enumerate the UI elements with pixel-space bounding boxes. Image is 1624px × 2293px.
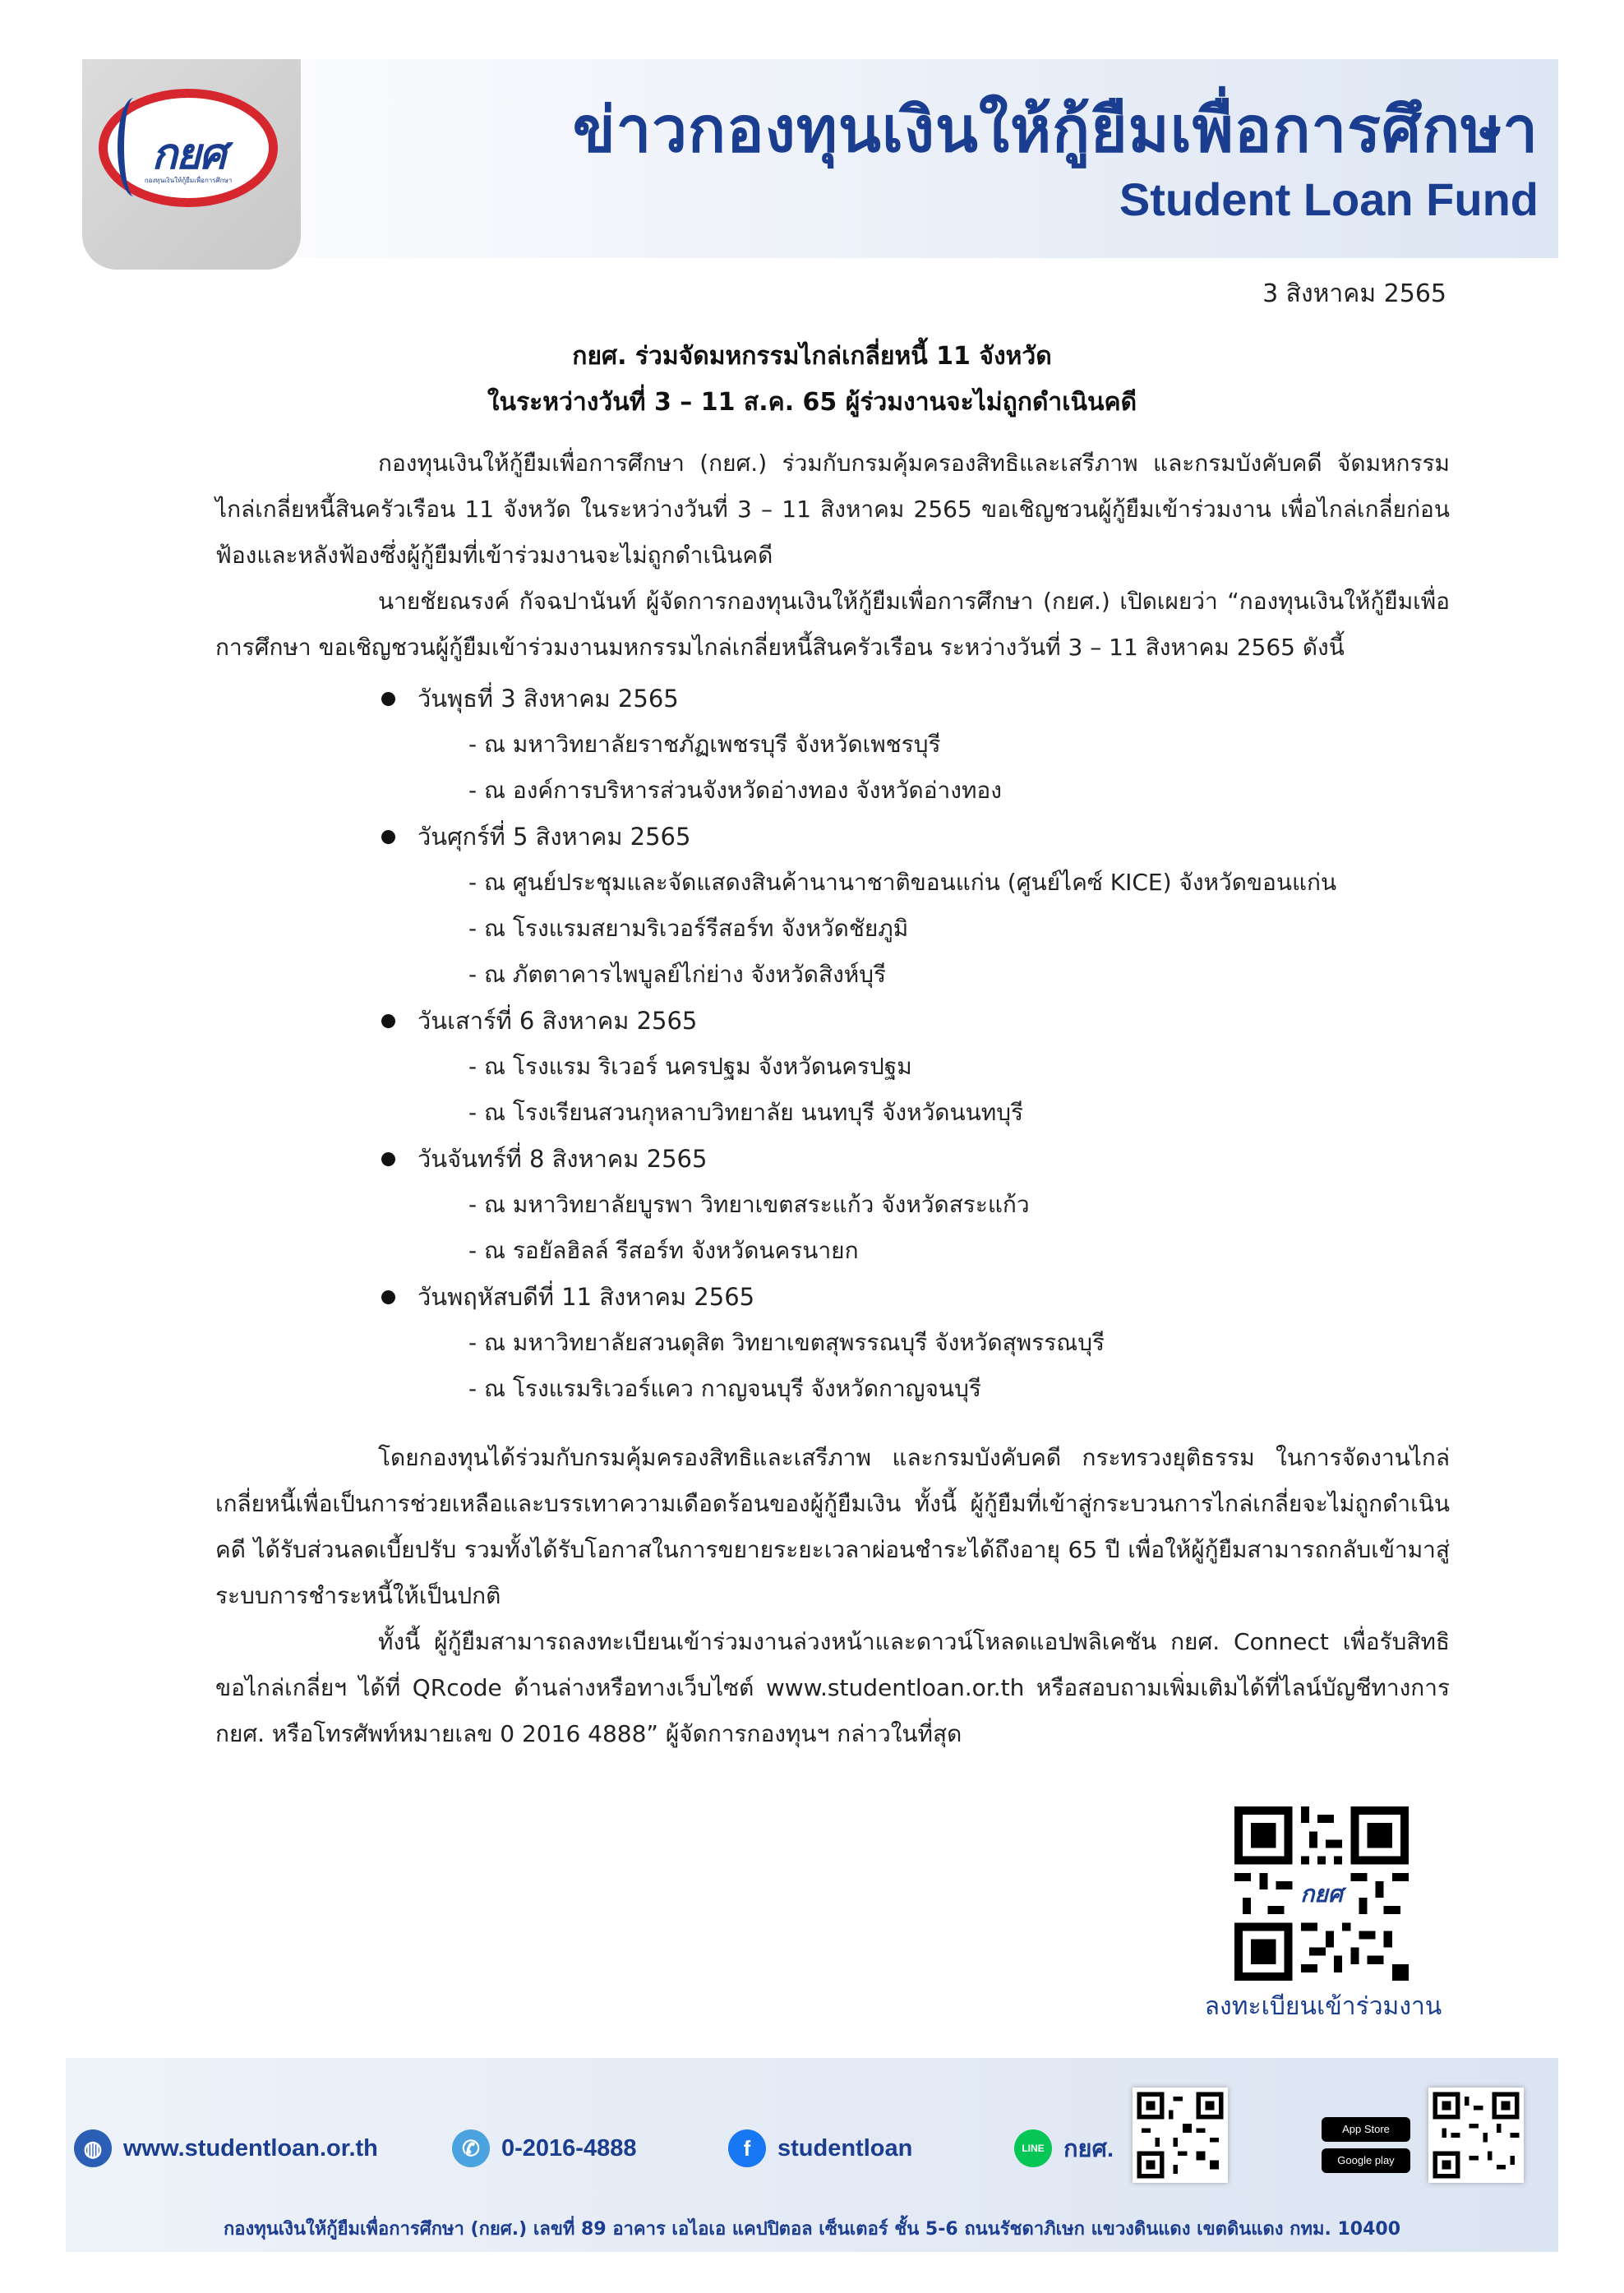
header-title-thai: ข่าวกองทุนเงินให้กู้ยืมเพื่อการศึกษา: [572, 93, 1539, 166]
event-day: [375, 676, 1443, 814]
event-venue: - ณ องค์การบริหารส่วนจังหวัดอ่างทอง จังหวัดอ่างทอง: [468, 777, 1002, 804]
bullet-icon: [381, 1290, 395, 1304]
event-venue: - ณ โรงแรมริเวอร์แคว กาญจนบุรี จังหวัดกาญจนบุรี: [468, 1375, 981, 1402]
event-venue: - ณ ภัตตาคารไพบูลย์ไก่ย่าง จังหวัดสิงห์บุรี: [468, 961, 887, 988]
event-schedule-list: [375, 676, 1443, 1412]
footer-facebook-text: studentloan: [777, 2134, 913, 2162]
logo-text: กยศ: [151, 130, 225, 179]
event-day-date: วันพุธที่ 3 สิงหาคม 2565: [375, 676, 1443, 722]
footer-line-link[interactable]: [1014, 2124, 1114, 2173]
bullet-icon: [381, 692, 395, 706]
headline-line-1: กยศ. ร่วมจัดมหกรรมไกล่เกลี่ยหนี้ 11 จังหวัด: [572, 342, 1052, 371]
paragraph-registration: ทั้งนี้ ผู้กู้ยืมสามารถลงทะเบียนเข้าร่วมงานล่วงหน้าและดาวน์โหลดแอปพลิเคชัน กยศ. Connect เพื่อรับสิทธิขอไกล่เกลี่ยฯ ได้ที่ QRcode ด้านล่างหรือทางเว็บไซต์ www.studentloan.or.th หรือสอบถามเพิ่มเติมได้ที่ไลน์บัญชีทางการ กยศ. หรือโทรศัพท์หมายเลข 0 2016 4888” ผู้จัดการกองทุนฯ กล่าวในที่สุด: [215, 1628, 1450, 1747]
logo-tab: [82, 59, 301, 270]
event-day: [375, 1274, 1443, 1412]
logo-subtext: กองทุนเงินให้กู้ยืมเพื่อการศึกษา: [144, 177, 233, 184]
event-day-date: วันพฤหัสบดีที่ 11 สิงหาคม 2565: [375, 1274, 1443, 1320]
qr-registration-label: ลงทะเบียนเข้าร่วมงาน: [1204, 1992, 1442, 2021]
footer-facebook-link[interactable]: [728, 2124, 912, 2173]
event-day: [375, 1136, 1443, 1274]
app-download-qr-code[interactable]: [1428, 2088, 1524, 2183]
bullet-icon: [381, 1152, 395, 1166]
footer-line-text: กยศ.: [1063, 2136, 1114, 2162]
event-venue: - ณ รอยัลฮิลล์ รีสอร์ท จังหวัดนครนายก: [468, 1237, 859, 1264]
event-venue: - ณ มหาวิทยาลัยสวนดุสิต วิทยาเขตสุพรรณบุรี จังหวัดสุพรรณบุรี: [468, 1329, 1105, 1356]
event-venue: - ณ ศูนย์ประชุมและจัดแสดงสินค้านานาชาติขอนแก่น (ศูนย์ไคซ์ KICE) จังหวัดขอนแก่น: [468, 869, 1337, 896]
bullet-icon: [381, 1014, 395, 1028]
google-play-badge[interactable]: Google play: [1322, 2148, 1410, 2173]
event-day: [375, 814, 1443, 998]
footer-address: กองทุนเงินให้กู้ยืมเพื่อการศึกษา (กยศ.) เลขที่ 89 อาคาร เอไอเอ แคปปิตอล เซ็นเตอร์ ชั้น 5-6 ถนนรัชดาภิเษก แขวงดินแดง เขตดินแดง กทม. 10400: [223, 2219, 1401, 2240]
paragraph-quote: นายชัยณรงค์ กัจฉปานันท์ ผู้จัดการกองทุนเงินให้กู้ยืมเพื่อการศึกษา (กยศ.) เปิดเผยว่า “กองทุนเงินให้กู้ยืมเพื่อการศึกษา ขอเชิญชวนผู้กู้ยืมเข้าร่วมงานมหกรรมไกล่เกลี่ยหนี้สินครัวเรือน ระหว่างวันที่ 3 – 11 สิงหาคม 2565 ดังนี้: [215, 588, 1450, 661]
facebook-icon: f: [728, 2129, 766, 2167]
paragraph-details: โดยกองทุนได้ร่วมกับกรมคุ้มครองสิทธิและเสรีภาพ และกรมบังคับคดี กระทรวงยุติธรรม ในการจัดงานไกล่เกลี่ยหนี้เพื่อเป็นการช่วยเหลือและบรรเทาความเดือดร้อนของผู้กู้ยืมเงิน ทั้งนี้ ผู้กู้ยืมที่เข้าสู่กระบวนการไกล่เกลี่ยจะไม่ถูกดำเนินคดี ได้รับส่วนลดเบี้ยปรับ รวมทั้งได้รับโอกาสในการขยายระยะเวลาผ่อนชำระได้ถึงอายุ 65 ปี เพื่อให้ผู้กู้ยืมสามารถกลับเข้ามาสู่ระบบการชำระหนี้ให้เป็นปกติ: [215, 1444, 1450, 1609]
event-venue: - ณ โรงแรมสยามริเวอร์รีสอร์ท จังหวัดชัยภูมิ: [468, 915, 909, 942]
event-day-date: วันจันทร์ที่ 8 สิงหาคม 2565: [375, 1136, 1443, 1182]
qr-logo-text: กยศ: [1300, 1880, 1343, 1908]
news-date: 3 สิงหาคม 2565: [1262, 279, 1446, 308]
event-venue: - ณ โรงแรม ริเวอร์ นครปฐม จังหวัดนครปฐม: [468, 1053, 912, 1080]
footer-phone-link[interactable]: [452, 2124, 636, 2173]
app-store-badges: [1322, 2117, 1412, 2180]
event-day: [375, 998, 1443, 1136]
paragraph-intro: กองทุนเงินให้กู้ยืมเพื่อการศึกษา (กยศ.) ร่วมกับกรมคุ้มครองสิทธิและเสรีภาพ และกรมบังคับคดี จัดมหกรรมไกล่เกลี่ยหนี้สินครัวเรือน 11 จังหวัด ในระหว่างวันที่ 3 – 11 สิงหาคม 2565 ขอเชิญชวนผู้กู้ยืมเข้าร่วมงาน เพื่อไกล่เกลี่ยก่อนฟ้องและหลังฟ้องซึ่งผู้กู้ยืมที่เข้าร่วมงานจะไม่ถูกดำเนินคดี: [215, 450, 1450, 569]
footer-phone-text: 0-2016-4888: [501, 2134, 637, 2162]
footer-website-link[interactable]: [74, 2124, 378, 2173]
header-title-english: Student Loan Fund: [1119, 173, 1539, 225]
line-qr-code[interactable]: [1133, 2088, 1228, 2183]
event-day-date: วันเสาร์ที่ 6 สิงหาคม 2565: [375, 998, 1443, 1044]
bullet-icon: [381, 830, 395, 844]
event-day-date: วันศุกร์ที่ 5 สิงหาคม 2565: [375, 814, 1443, 860]
event-venue: - ณ มหาวิทยาลัยบูรพา วิทยาเขตสระแก้ว จังหวัดสระแก้ว: [468, 1191, 1030, 1218]
event-venue: - ณ มหาวิทยาลัยราชภัฏเพชรบุรี จังหวัดเพชรบุรี: [468, 731, 941, 758]
event-venue: - ณ โรงเรียนสวนกุหลาบวิทยาลัย นนทบุรี จังหวัดนนทบุรี: [468, 1099, 1024, 1126]
page-footer: [66, 2058, 1558, 2252]
phone-icon: ✆: [452, 2129, 490, 2167]
globe-icon: ◍: [74, 2129, 112, 2167]
app-store-badge[interactable]: App Store: [1322, 2117, 1410, 2142]
fund-logo: [99, 89, 278, 207]
line-icon: LINE: [1014, 2129, 1052, 2167]
footer-website-text: www.studentloan.or.th: [123, 2134, 378, 2162]
headline-line-2: ในระหว่างวันที่ 3 – 11 ส.ค. 65 ผู้ร่วมงานจะไม่ถูกดำเนินคดี: [487, 388, 1137, 417]
registration-qr-code[interactable]: [1234, 1806, 1409, 1981]
page-header: [82, 59, 1558, 258]
